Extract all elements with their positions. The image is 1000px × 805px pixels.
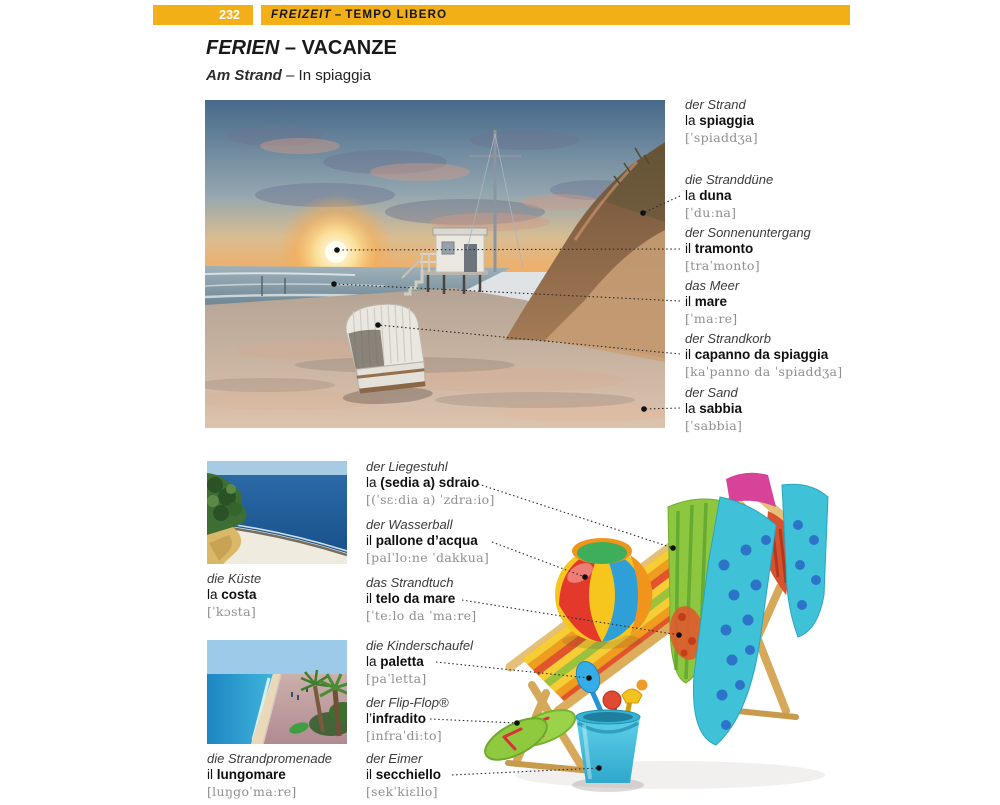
italian-term: la duna xyxy=(685,188,732,203)
german-term: der Liegestuhl xyxy=(366,459,448,474)
italian-term: il mare xyxy=(685,294,728,309)
vocab-entry-strandkorb xyxy=(685,331,865,380)
german-term: das Strandtuch xyxy=(366,575,454,590)
german-term: die Stranddüne xyxy=(685,172,774,187)
vocab-entry-kueste xyxy=(207,571,387,620)
vocab-entry-sonnenuntergang xyxy=(685,225,865,274)
pronunciation: [sekˈkiɛllo] xyxy=(366,784,438,799)
vocab-entry-strand xyxy=(685,97,865,146)
pronunciation: [ˈteːlo da ˈmaːre] xyxy=(366,608,477,623)
section-title-german: FREIZEIT xyxy=(271,9,332,21)
german-term: der Wasserball xyxy=(366,517,453,532)
promenade-photo-art xyxy=(207,640,347,744)
pronunciation: [ˈspiaddʒa] xyxy=(685,130,758,145)
sun-core xyxy=(325,241,347,263)
italian-term: il telo da mare xyxy=(366,591,456,606)
beach-sunset-photo-art xyxy=(205,100,665,428)
italian-term: la spiaggia xyxy=(685,113,755,128)
italian-term: la sabbia xyxy=(685,401,743,416)
german-term: die Küste xyxy=(207,571,262,586)
italian-term: la costa xyxy=(207,587,257,602)
italian-term: il lungomare xyxy=(207,767,286,782)
german-term: der Eimer xyxy=(366,751,423,766)
coast-photo-art xyxy=(207,461,347,564)
coast-photo xyxy=(207,461,347,564)
german-term: der Strand xyxy=(685,97,746,112)
italian-term: il secchiello xyxy=(366,767,442,782)
section-title-italian: TEMPO LIBERO xyxy=(345,9,448,21)
italian-term: l’infradito xyxy=(366,711,426,726)
pronunciation: [(ˈsɛːdia a) ˈzdraːio] xyxy=(366,492,495,507)
page-subtitle: Am Strand – In spiaggia xyxy=(206,67,372,84)
german-term: das Meer xyxy=(685,278,740,293)
teal-towel-right xyxy=(782,484,828,637)
page-number-box xyxy=(153,5,253,25)
german-term: der Strandkorb xyxy=(685,331,771,346)
vocab-entry-sand xyxy=(685,385,865,434)
german-term: der Flip-Flop® xyxy=(366,695,449,710)
pronunciation: [palˈloːne ˈdakkua] xyxy=(366,550,490,565)
pronunciation: [luŋgoˈmaːre] xyxy=(207,784,297,799)
vocab-entry-duene xyxy=(685,172,865,221)
italian-term: la paletta xyxy=(366,654,424,669)
beach-items-illustration-art xyxy=(480,445,880,800)
italian-term: il pallone d’acqua xyxy=(366,533,478,548)
italian-term: il tramonto xyxy=(685,241,754,256)
german-term: der Sonnenuntergang xyxy=(685,225,811,240)
page-title: FERIEN – VACANZE xyxy=(206,37,397,59)
pronunciation: [paˈletta] xyxy=(366,671,427,686)
italian-term: la (sedia a) sdraio xyxy=(366,475,480,490)
italian-term: il capanno da spiaggia xyxy=(685,347,829,362)
pronunciation: [ˈsabbia] xyxy=(685,418,743,433)
pronunciation: [kaˈpanno da ˈspiaddʒa] xyxy=(685,364,843,379)
german-term: die Kinderschaufel xyxy=(366,638,473,653)
german-term: der Sand xyxy=(685,385,738,400)
vocab-entry-strandpromenade xyxy=(207,751,387,800)
towels xyxy=(666,473,828,745)
vocab-entry-meer xyxy=(685,278,865,327)
german-term: die Strandpromenade xyxy=(207,751,333,766)
beach-items-illustration xyxy=(480,445,880,800)
section-header-bar xyxy=(261,5,850,25)
pronunciation: [ˈduːna] xyxy=(685,205,737,220)
page-number: 232 xyxy=(219,8,240,22)
promenade-photo xyxy=(207,640,347,744)
pronunciation: [infraˈdiːto] xyxy=(366,728,442,743)
pronunciation: [ˈkɔsta] xyxy=(207,604,257,619)
pronunciation: [traˈmonto] xyxy=(685,258,760,273)
beach-sunset-photo xyxy=(205,100,665,428)
section-separator: – xyxy=(334,9,343,21)
pronunciation: [ˈmaːre] xyxy=(685,311,738,326)
